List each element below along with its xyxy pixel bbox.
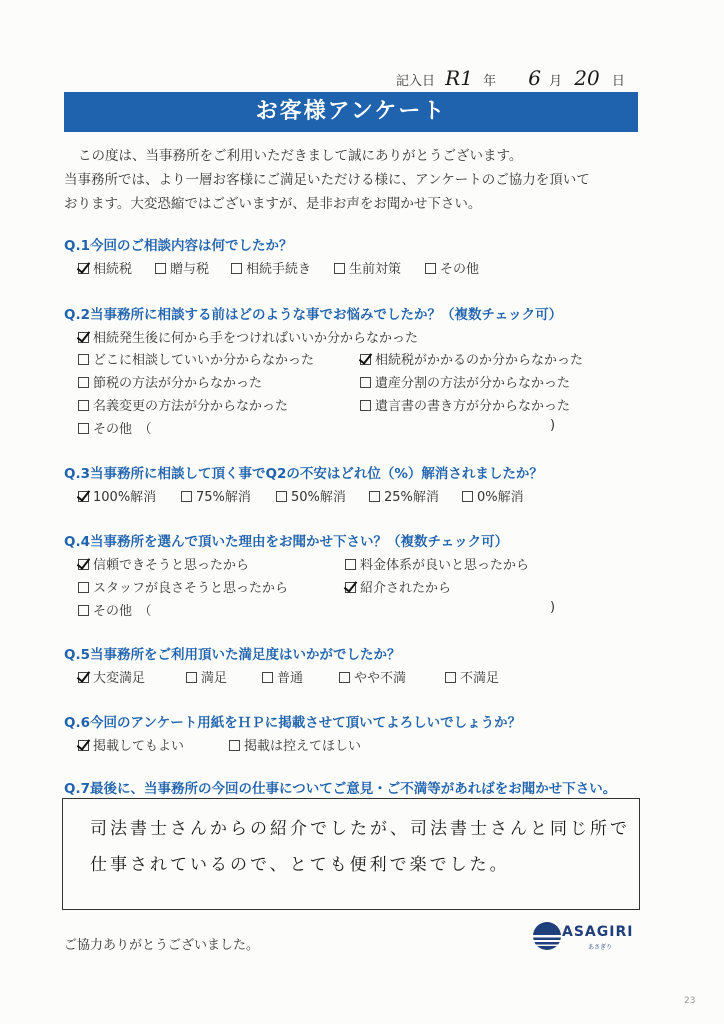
checkbox[interactable] bbox=[78, 423, 89, 434]
option-label: 普通 bbox=[277, 671, 304, 686]
logo-name: ASAGIRI bbox=[562, 924, 634, 940]
checkbox[interactable] bbox=[78, 377, 89, 388]
q2-option-other[interactable] bbox=[78, 418, 152, 437]
q5-option[interactable] bbox=[186, 667, 227, 686]
paren-close: ) bbox=[550, 600, 556, 615]
checkbox[interactable] bbox=[229, 740, 240, 751]
q4-option[interactable] bbox=[345, 554, 529, 573]
option-label: やや不満 bbox=[354, 671, 407, 686]
option-label: 料金体系が良いと思ったから bbox=[360, 558, 530, 573]
option-label: 大変満足 bbox=[93, 671, 146, 686]
q4-option[interactable] bbox=[78, 554, 249, 573]
checkbox[interactable] bbox=[360, 377, 371, 388]
question-6: Q.6今回のアンケート用紙をＨＰに掲載させて頂いてよろしいでしょうか？ bbox=[64, 715, 522, 731]
checkbox[interactable] bbox=[334, 263, 345, 274]
checkbox[interactable] bbox=[425, 263, 436, 274]
checkbox[interactable] bbox=[78, 354, 89, 365]
option-label: その他 bbox=[440, 262, 480, 277]
option-label: 100%解消 bbox=[93, 490, 157, 505]
option-label: 50%解消 bbox=[291, 490, 346, 505]
date-era: R1 bbox=[445, 66, 473, 90]
checkbox[interactable] bbox=[78, 263, 89, 274]
checkbox[interactable] bbox=[369, 491, 380, 502]
q6-option[interactable] bbox=[229, 735, 361, 754]
checkbox[interactable] bbox=[78, 559, 89, 570]
question-4: Q.4当事務所を選んで頂いた理由をお聞かせ下さい？（複数チェック可） bbox=[64, 534, 509, 550]
date-day-unit: 日 bbox=[611, 74, 625, 89]
checkbox[interactable] bbox=[78, 582, 89, 593]
intro-line: 当事務所では、より一層お客様にご満足いただける様に、アンケートのご協力を頂いて bbox=[64, 172, 590, 188]
q4-option[interactable] bbox=[345, 577, 451, 596]
date-year-unit: 年 bbox=[483, 74, 497, 89]
checkbox[interactable] bbox=[186, 672, 197, 683]
option-label: 贈与税 bbox=[170, 262, 210, 277]
date-month: 6 bbox=[528, 66, 541, 90]
q5-option[interactable] bbox=[262, 667, 303, 686]
q1-option[interactable] bbox=[425, 258, 479, 277]
checkbox[interactable] bbox=[155, 263, 166, 274]
q5-option[interactable] bbox=[339, 667, 406, 686]
q4-option[interactable] bbox=[78, 577, 288, 596]
option-label: その他 （ bbox=[93, 422, 152, 437]
checkbox[interactable] bbox=[181, 491, 192, 502]
checkbox[interactable] bbox=[345, 582, 356, 593]
checkbox[interactable] bbox=[462, 491, 473, 502]
logo-sub: あさぎり bbox=[588, 944, 613, 951]
option-label: 遺言書の書き方が分からなかった bbox=[375, 399, 571, 414]
q1-option[interactable] bbox=[334, 258, 401, 277]
option-label: 紹介されたから bbox=[360, 581, 452, 596]
option-label: 相続発生後に何から手をつければいいか分からなかった bbox=[93, 331, 419, 346]
checkbox[interactable] bbox=[78, 491, 89, 502]
checkbox[interactable] bbox=[231, 263, 242, 274]
q4-option-other[interactable] bbox=[78, 600, 152, 619]
q5-option[interactable] bbox=[78, 667, 145, 686]
q2-option[interactable] bbox=[78, 327, 418, 346]
q2-option[interactable] bbox=[360, 395, 570, 414]
option-label: 相続税 bbox=[93, 262, 133, 277]
thanks-text: ご協力ありがとうございました。 bbox=[64, 938, 260, 953]
paren-close: ) bbox=[550, 418, 556, 433]
checkbox[interactable] bbox=[262, 672, 273, 683]
checkbox[interactable] bbox=[78, 332, 89, 343]
option-label: その他 （ bbox=[93, 604, 152, 619]
checkbox[interactable] bbox=[78, 605, 89, 616]
date-line bbox=[396, 66, 625, 90]
question-2: Q.2当事務所に相談する前はどのような事でお悩みでしたか？（複数チェック可） bbox=[64, 307, 563, 323]
date-label: 記入日 bbox=[396, 74, 436, 89]
q3-option[interactable] bbox=[78, 486, 156, 505]
checkbox[interactable] bbox=[78, 740, 89, 751]
checkbox[interactable] bbox=[78, 672, 89, 683]
intro-line: この度は、当事務所をご利用いただきまして誠にありがとうございます。 bbox=[78, 148, 523, 164]
checkbox[interactable] bbox=[78, 400, 89, 411]
q3-option[interactable] bbox=[181, 486, 251, 505]
option-label: 信頼できそうと思ったから bbox=[93, 558, 250, 573]
q3-option[interactable] bbox=[276, 486, 346, 505]
checkbox[interactable] bbox=[360, 354, 371, 365]
option-label: どこに相談していいか分からなかった bbox=[93, 353, 315, 368]
option-label: 生前対策 bbox=[349, 262, 402, 277]
answer-line: 仕事されているので、とても便利で楽でした。 bbox=[90, 855, 510, 875]
option-label: 掲載は控えてほしい bbox=[244, 739, 362, 754]
intro-text bbox=[64, 144, 644, 216]
question-7: Q.7最後に、当事務所の今回の仕事についてご意見・ご不満等があればをお聞かせ下さい。 bbox=[64, 781, 617, 797]
q2-option[interactable] bbox=[78, 372, 262, 391]
question-5: Q.5当事務所をご利用頂いた満足度はいかがでしたか？ bbox=[64, 647, 401, 663]
option-label: 名義変更の方法が分からなかった bbox=[93, 399, 289, 414]
option-label: 0%解消 bbox=[477, 490, 524, 505]
q1-option[interactable] bbox=[231, 258, 311, 277]
option-label: 25%解消 bbox=[384, 490, 439, 505]
q1-option[interactable] bbox=[78, 258, 132, 277]
checkbox[interactable] bbox=[360, 400, 371, 411]
checkbox[interactable] bbox=[339, 672, 350, 683]
q2-option[interactable] bbox=[360, 372, 570, 391]
option-label: 相続手続き bbox=[246, 262, 312, 277]
intro-line: おります。大変恐縮ではございますが、是非お声をお聞かせ下さい。 bbox=[64, 196, 482, 212]
answer-line: 司法書士さんからの紹介でしたが、司法書士さんと同じ所で bbox=[90, 819, 630, 839]
q2-option[interactable] bbox=[78, 395, 288, 414]
q3-option[interactable] bbox=[369, 486, 439, 505]
option-label: スタッフが良さそうと思ったから bbox=[93, 581, 289, 596]
option-label: 満足 bbox=[201, 671, 228, 686]
question-1: Q.1今回のご相談内容は何でしたか？ bbox=[64, 238, 293, 254]
option-label: 遺産分割の方法が分からなかった bbox=[375, 376, 571, 391]
checkbox[interactable] bbox=[276, 491, 287, 502]
checkbox[interactable] bbox=[345, 559, 356, 570]
q5-option[interactable] bbox=[445, 667, 499, 686]
checkbox[interactable] bbox=[445, 672, 456, 683]
q3-option[interactable] bbox=[462, 486, 524, 505]
option-label: 75%解消 bbox=[196, 490, 251, 505]
page-number: 23 bbox=[684, 996, 696, 1006]
survey-title: お客様アンケート bbox=[64, 92, 638, 132]
option-label: 不満足 bbox=[460, 671, 500, 686]
q2-option[interactable] bbox=[360, 349, 583, 368]
date-day: 20 bbox=[574, 66, 600, 90]
option-label: 節税の方法が分からなかった bbox=[93, 376, 263, 391]
option-label: 掲載してもよい bbox=[93, 739, 185, 754]
q6-option[interactable] bbox=[78, 735, 184, 754]
q2-option[interactable] bbox=[78, 349, 314, 368]
q1-option[interactable] bbox=[155, 258, 209, 277]
date-month-unit: 月 bbox=[549, 74, 563, 89]
question-3: Q.3当事務所に相談して頂く事でQ2の不安はどれ位（%）解消されましたか？ bbox=[64, 466, 543, 482]
option-label: 相続税がかかるのか分からなかった bbox=[375, 353, 584, 368]
